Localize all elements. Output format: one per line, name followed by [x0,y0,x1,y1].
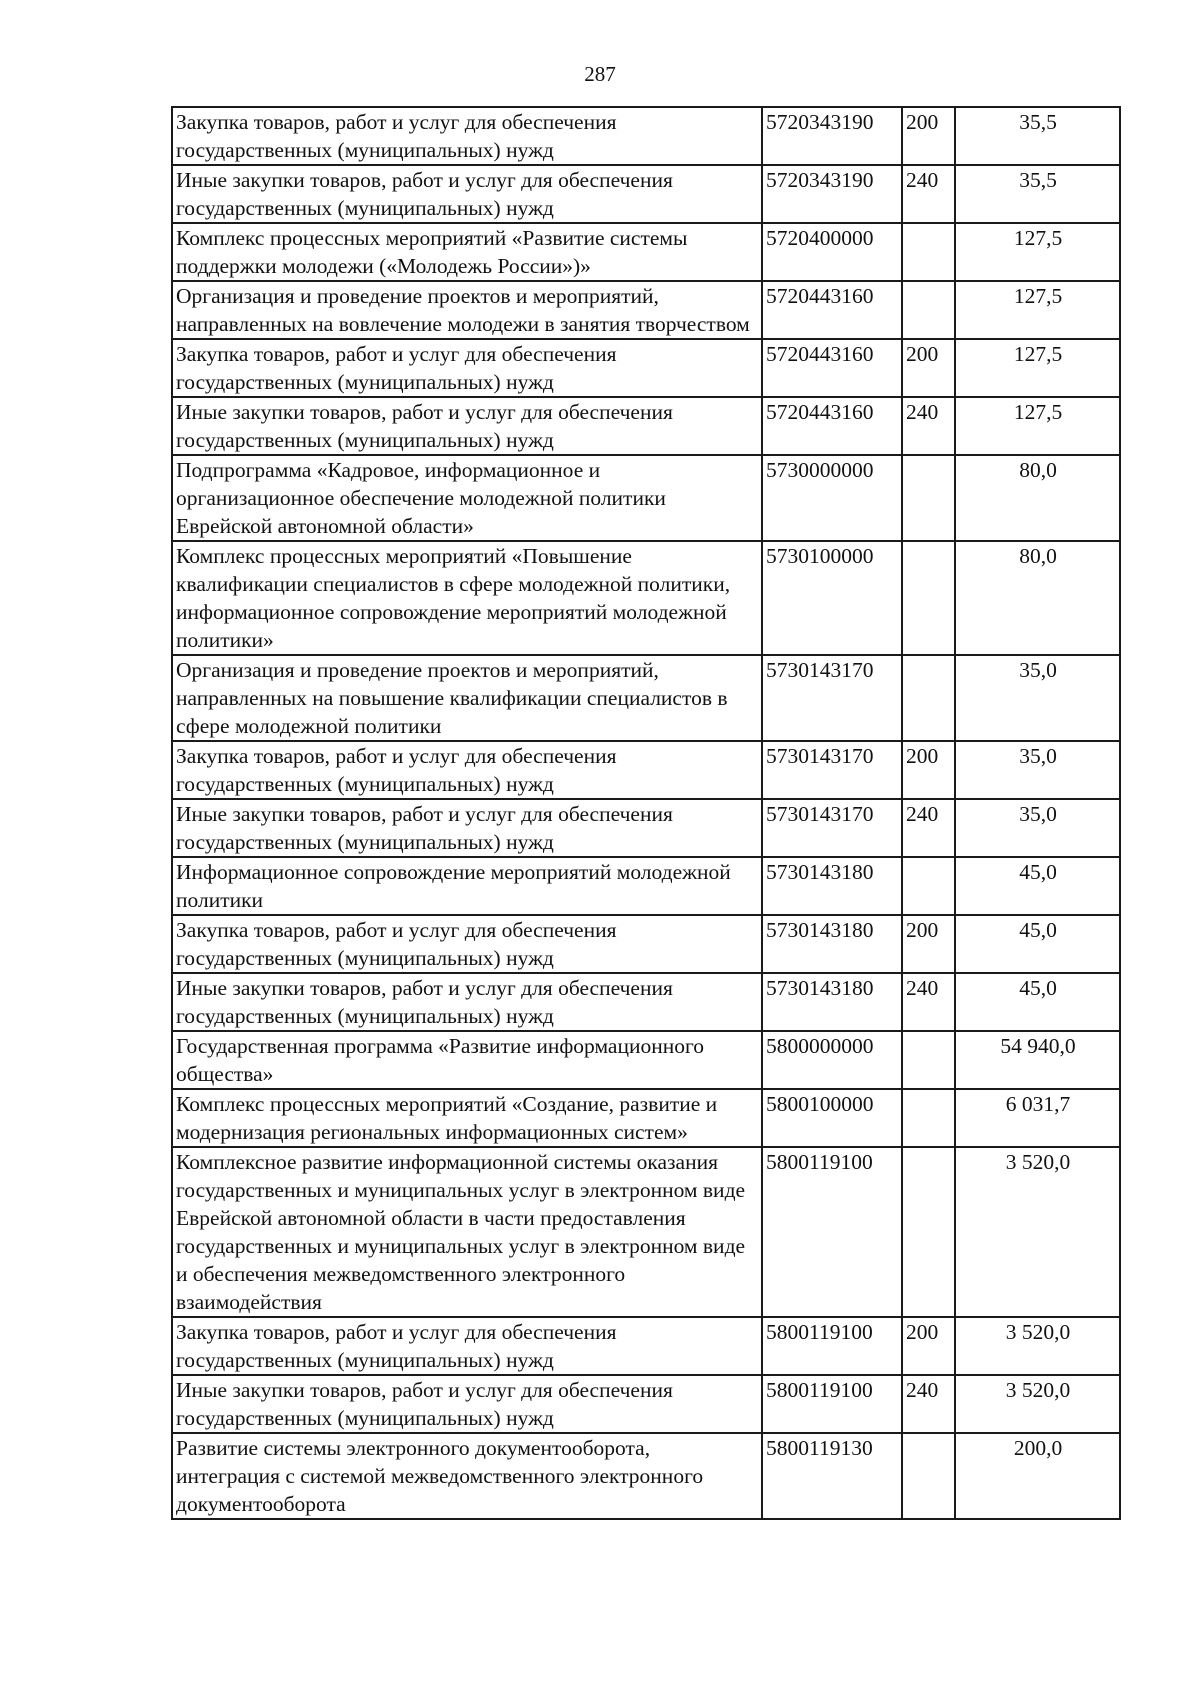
row-code-cell: 5730143170 [762,655,902,741]
row-sum-cell: 6 031,7 [955,1089,1120,1147]
row-sum-cell: 80,0 [955,455,1120,541]
row-name-cell: Государственная программа «Развитие информационного общества» [172,1031,762,1089]
row-name-cell: Подпрограмма «Кадровое, информационное и организационное обеспечение молодежной политики Еврейской автономной области» [172,455,762,541]
row-expense-type-cell: 200 [902,915,955,973]
row-name-cell: Иные закупки товаров, работ и услуг для обеспечения государственных (муниципальных) нужд [172,397,762,455]
row-code-cell: 5720443160 [762,339,902,397]
row-sum-cell: 35,5 [955,165,1120,223]
budget-table [171,106,1121,1520]
row-name-cell: Закупка товаров, работ и услуг для обеспечения государственных (муниципальных) нужд [172,1317,762,1375]
row-sum-cell: 127,5 [955,223,1120,281]
row-name-cell: Закупка товаров, работ и услуг для обеспечения государственных (муниципальных) нужд [172,915,762,973]
table-row [172,1147,1120,1317]
row-sum-cell: 35,0 [955,799,1120,857]
table-row [172,741,1120,799]
row-expense-type-cell: 200 [902,107,955,165]
row-name-cell: Иные закупки товаров, работ и услуг для обеспечения государственных (муниципальных) нужд [172,973,762,1031]
table-row [172,541,1120,655]
row-name-cell: Закупка товаров, работ и услуг для обеспечения государственных (муниципальных) нужд [172,107,762,165]
row-sum-cell: 127,5 [955,339,1120,397]
row-code-cell: 5730100000 [762,541,902,655]
row-name-cell: Иные закупки товаров, работ и услуг для обеспечения государственных (муниципальных) нужд [172,165,762,223]
table-row [172,397,1120,455]
row-code-cell: 5730143180 [762,915,902,973]
row-name-cell: Развитие системы электронного документооборота, интеграция с системой межведомственного электронного документооборота [172,1433,762,1519]
row-sum-cell: 3 520,0 [955,1147,1120,1317]
row-code-cell: 5720443160 [762,281,902,339]
row-code-cell: 5800119130 [762,1433,902,1519]
table-row [172,1031,1120,1089]
row-sum-cell: 54 940,0 [955,1031,1120,1089]
row-name-cell: Иные закупки товаров, работ и услуг для обеспечения государственных (муниципальных) нужд [172,1375,762,1433]
row-sum-cell: 35,5 [955,107,1120,165]
row-code-cell: 5730143180 [762,973,902,1031]
row-expense-type-cell: 200 [902,339,955,397]
row-expense-type-cell: 240 [902,1375,955,1433]
row-expense-type-cell [902,1031,955,1089]
row-code-cell: 5800000000 [762,1031,902,1089]
row-expense-type-cell: 240 [902,973,955,1031]
row-sum-cell: 127,5 [955,397,1120,455]
row-sum-cell: 127,5 [955,281,1120,339]
row-sum-cell: 45,0 [955,915,1120,973]
row-expense-type-cell [902,655,955,741]
table-body [172,107,1120,1519]
table-row [172,1375,1120,1433]
row-expense-type-cell [902,1147,955,1317]
table-row [172,1433,1120,1519]
row-expense-type-cell: 240 [902,397,955,455]
row-expense-type-cell [902,281,955,339]
row-expense-type-cell [902,455,955,541]
row-name-cell: Иные закупки товаров, работ и услуг для обеспечения государственных (муниципальных) нужд [172,799,762,857]
row-expense-type-cell [902,541,955,655]
row-sum-cell: 3 520,0 [955,1375,1120,1433]
table-row [172,915,1120,973]
row-name-cell: Организация и проведение проектов и мероприятий, направленных на вовлечение молодежи в занятия творчеством [172,281,762,339]
row-name-cell: Комплексное развитие информационной системы оказания государственных и муниципальных услуг в электронном виде Еврейской автономной области в части предоставления государственных и муниципальных услуг в электронном виде и обеспечения межведомственного электронного взаимодействия [172,1147,762,1317]
row-code-cell: 5800119100 [762,1317,902,1375]
row-expense-type-cell: 240 [902,799,955,857]
table-row [172,1089,1120,1147]
row-expense-type-cell [902,1433,955,1519]
row-name-cell: Информационное сопровождение мероприятий молодежной политики [172,857,762,915]
row-code-cell: 5730143170 [762,741,902,799]
row-expense-type-cell [902,857,955,915]
row-name-cell: Организация и проведение проектов и мероприятий, направленных на повышение квалификации специалистов в сфере молодежной политики [172,655,762,741]
row-expense-type-cell [902,223,955,281]
row-name-cell: Комплекс процессных мероприятий «Создание, развитие и модернизация региональных информационных систем» [172,1089,762,1147]
row-name-cell: Комплекс процессных мероприятий «Развитие системы поддержки молодежи («Молодежь России»)» [172,223,762,281]
row-expense-type-cell: 200 [902,741,955,799]
table-row [172,655,1120,741]
row-name-cell: Комплекс процессных мероприятий «Повышение квалификации специалистов в сфере молодежной политики, информационное сопровождение мероприятий молодежной политики» [172,541,762,655]
row-code-cell: 5720343190 [762,165,902,223]
row-sum-cell: 45,0 [955,973,1120,1031]
row-name-cell: Закупка товаров, работ и услуг для обеспечения государственных (муниципальных) нужд [172,741,762,799]
row-expense-type-cell [902,1089,955,1147]
row-code-cell: 5730143180 [762,857,902,915]
row-sum-cell: 3 520,0 [955,1317,1120,1375]
row-code-cell: 5800100000 [762,1089,902,1147]
table-row [172,799,1120,857]
row-code-cell: 5730143170 [762,799,902,857]
page-number: 287 [584,62,616,86]
table-row [172,973,1120,1031]
row-code-cell: 5800119100 [762,1375,902,1433]
row-code-cell: 5800119100 [762,1147,902,1317]
row-sum-cell: 200,0 [955,1433,1120,1519]
row-sum-cell: 35,0 [955,741,1120,799]
table-row [172,857,1120,915]
row-sum-cell: 80,0 [955,541,1120,655]
row-code-cell: 5730000000 [762,455,902,541]
table-row [172,1317,1120,1375]
row-expense-type-cell: 200 [902,1317,955,1375]
row-expense-type-cell: 240 [902,165,955,223]
row-code-cell: 5720443160 [762,397,902,455]
row-sum-cell: 35,0 [955,655,1120,741]
row-code-cell: 5720400000 [762,223,902,281]
table-row [172,223,1120,281]
row-sum-cell: 45,0 [955,857,1120,915]
table-row [172,455,1120,541]
table-row [172,339,1120,397]
table-row [172,281,1120,339]
row-name-cell: Закупка товаров, работ и услуг для обеспечения государственных (муниципальных) нужд [172,339,762,397]
table-row [172,165,1120,223]
table-row [172,107,1120,165]
row-code-cell: 5720343190 [762,107,902,165]
